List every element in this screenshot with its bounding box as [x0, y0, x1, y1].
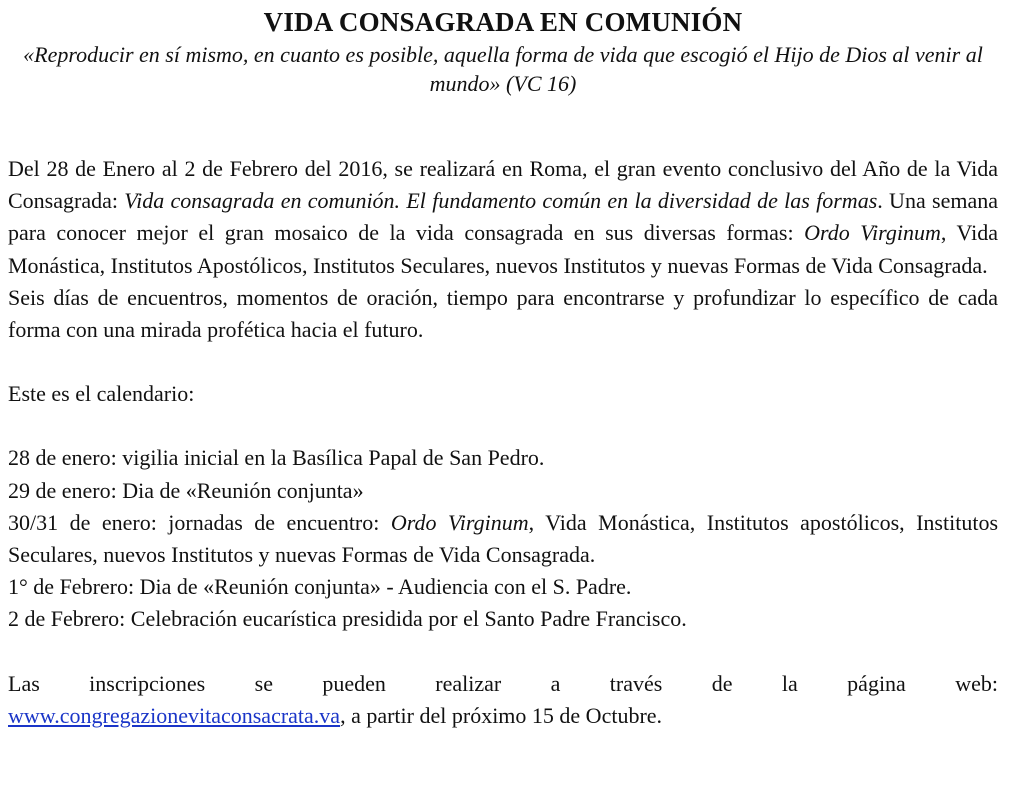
days-paragraph: Seis días de encuentros, momentos de oración, tiempo para encontrarse y profundizar lo específico de cada forma con una mirada profética hacia el futuro. — [8, 284, 998, 343]
calendar-item-text-b: , Vida Monástica, Institutos apostólicos, Institutos Seculares, nuevos Institutos y nuevas Formas de Vida Consagrada. — [8, 509, 999, 568]
registration-text-b: , a partir del próximo 15 de Octubre. — [340, 702, 663, 728]
calendar-item-text-a: 30/31 de enero: jornadas de encuentro: — [8, 509, 391, 535]
intro-event-title: Vida consagrada en comunión. El fundamento común en la diversidad de las formas — [124, 188, 878, 214]
page-title: VIDA CONSAGRADA EN COMUNIÓN — [263, 7, 743, 37]
calendar-item-jan-30-31 — [8, 507, 998, 571]
intro-paragraph — [8, 153, 998, 282]
document-page — [8, 0, 998, 732]
calendar-item-ordo-virginum: Ordo Virginum — [390, 509, 529, 535]
calendar-item-feb-2: 2 de Febrero: Celebración eucarística presidida por el Santo Padre Francisco. — [8, 606, 687, 632]
registration-text-a: Las inscripciones se pueden realizar a través de la página web: — [8, 670, 998, 696]
registration-link[interactable]: www.congregazionevitaconsacrata.va — [8, 702, 341, 728]
intro-text-1: Del 28 de Enero al 2 de Febrero del 2016, se realizará en Roma, el gran evento conclusivo del Año de la Vida Consagrada: — [8, 156, 998, 214]
intro-text-2: . Una semana para conocer mejor el gran mosaico de la vida consagrada en sus diversas formas: — [8, 188, 998, 246]
calendar-item-jan-28: 28 de enero: vigilia inicial en la Basílica Papal de San Pedro. — [8, 445, 545, 471]
calendar-intro: Este es el calendario: — [8, 381, 195, 407]
calendar-item-feb-1: 1° de Febrero: Dia de «Reunión conjunta» - Audiencia con el S. Padre. — [8, 574, 632, 600]
registration-paragraph — [8, 668, 998, 732]
intro-text-3: , Vida Monástica, Institutos Apostólicos, Institutos Seculares, nuevos Institutos y nuevas Formas de Vida Consagrada. — [8, 220, 998, 278]
intro-ordo-virginum: Ordo Virginum — [804, 220, 941, 246]
calendar-list — [8, 442, 998, 635]
calendar-item-jan-29: 29 de enero: Dia de «Reunión conjunta» — [8, 477, 364, 503]
subtitle-quote: «Reproducir en sí mismo, en cuanto es posible, aquella forma de vida que escogió el Hijo de Dios al venir al mundo» (VC 16) — [23, 42, 983, 96]
